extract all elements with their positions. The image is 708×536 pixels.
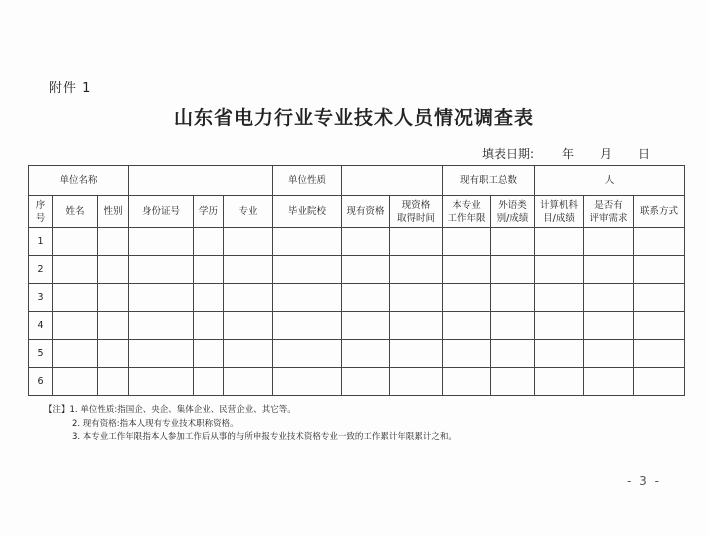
table-cell[interactable] <box>53 256 98 284</box>
table-cell[interactable] <box>342 228 390 256</box>
attachment-label: 附件 1 <box>49 81 92 96</box>
table-cell[interactable] <box>224 228 273 256</box>
table-cell[interactable] <box>53 340 98 368</box>
unit-info-row <box>29 166 685 196</box>
column-header-text: 现有资格 <box>346 206 385 217</box>
table-cell[interactable] <box>194 284 224 312</box>
table-cell[interactable] <box>98 312 129 340</box>
column-header <box>342 196 390 228</box>
notes <box>44 404 457 445</box>
column-header <box>273 196 342 228</box>
table-cell[interactable] <box>342 256 390 284</box>
column-header-text: 计算机科 目/成绩 <box>539 199 578 224</box>
person-unit: 人 <box>604 175 615 186</box>
table-cell[interactable] <box>98 256 129 284</box>
table-cell[interactable] <box>491 340 535 368</box>
row-number: 3 <box>29 284 53 312</box>
column-header <box>443 196 491 228</box>
table-row <box>29 312 685 340</box>
table-cell[interactable] <box>584 256 634 284</box>
table-cell[interactable] <box>535 228 584 256</box>
table-cell[interactable] <box>634 368 685 396</box>
table-cell[interactable] <box>194 368 224 396</box>
table-cell[interactable] <box>584 284 634 312</box>
column-header-text: 外语类 别/成绩 <box>496 199 529 224</box>
table-cell[interactable] <box>390 284 443 312</box>
column-header <box>390 196 443 228</box>
column-header-text: 身份证号 <box>141 206 180 217</box>
column-header-text: 性别 <box>103 206 123 217</box>
table-cell[interactable] <box>273 312 342 340</box>
table-cell[interactable] <box>491 368 535 396</box>
note-item: 1. 单位性质:指国企、央企、集体企业、民营企业、其它等。 <box>69 405 296 415</box>
row-number: 4 <box>29 312 53 340</box>
table-cell[interactable] <box>584 228 634 256</box>
table-cell[interactable] <box>634 228 685 256</box>
column-header <box>491 196 535 228</box>
table-cell[interactable] <box>273 228 342 256</box>
table-cell[interactable] <box>194 340 224 368</box>
column-header-text: 学历 <box>198 206 218 217</box>
column-header-text: 毕业院校 <box>287 206 326 217</box>
table-cell[interactable] <box>634 256 685 284</box>
table-cell[interactable] <box>443 228 491 256</box>
row-number: 6 <box>29 368 53 396</box>
column-header-text: 联系方式 <box>639 206 678 217</box>
row-number: 5 <box>29 340 53 368</box>
table-cell[interactable] <box>53 312 98 340</box>
column-header <box>535 196 584 228</box>
table-row <box>29 340 685 368</box>
table-cell[interactable] <box>443 340 491 368</box>
column-header-text: 姓名 <box>65 206 85 217</box>
table-cell[interactable] <box>129 228 194 256</box>
table-cell[interactable] <box>194 228 224 256</box>
table-cell[interactable] <box>342 312 390 340</box>
table-cell[interactable] <box>53 368 98 396</box>
table-cell[interactable] <box>390 312 443 340</box>
table-cell[interactable] <box>390 228 443 256</box>
table-cell[interactable] <box>443 256 491 284</box>
table-cell[interactable] <box>129 340 194 368</box>
fill-date-day: 日 <box>638 147 651 161</box>
unit-nature-cell[interactable] <box>342 166 443 196</box>
column-header <box>29 196 53 228</box>
table-cell[interactable] <box>129 284 194 312</box>
fill-date-month: 月 <box>600 147 613 161</box>
unit-name-label: 单位名称 <box>29 166 129 196</box>
column-header-text: 是否有 评审需求 <box>589 199 628 224</box>
table-cell[interactable] <box>584 340 634 368</box>
note-item: 3. 本专业工作年限指本人参加工作后从事的与所申报专业技术资格专业一致的工作累计年限累计之和。 <box>72 432 457 442</box>
table-cell[interactable] <box>443 312 491 340</box>
table-cell[interactable] <box>443 368 491 396</box>
table-cell[interactable] <box>224 284 273 312</box>
table-row <box>29 256 685 284</box>
table-cell[interactable] <box>634 284 685 312</box>
table-row <box>29 228 685 256</box>
table-cell[interactable] <box>273 284 342 312</box>
table-cell[interactable] <box>98 368 129 396</box>
table-row <box>29 368 685 396</box>
data-rows <box>29 228 685 396</box>
table-cell[interactable] <box>634 312 685 340</box>
column-header <box>53 196 98 228</box>
header-row <box>29 196 685 228</box>
staff-total-cell[interactable] <box>535 166 685 196</box>
column-header <box>634 196 685 228</box>
table-cell[interactable] <box>443 284 491 312</box>
column-header <box>129 196 194 228</box>
page-title: 山东省电力行业专业技术人员情况调查表 <box>173 107 534 129</box>
table-cell[interactable] <box>491 256 535 284</box>
table-cell[interactable] <box>491 284 535 312</box>
note-item: 2. 现有资格:指本人现有专业技术职称资格。 <box>72 418 239 429</box>
column-header-text: 序 号 <box>35 199 46 224</box>
column-header <box>224 196 273 228</box>
table-cell[interactable] <box>535 340 584 368</box>
unit-nature-label: 单位性质 <box>273 166 342 196</box>
table-cell[interactable] <box>390 256 443 284</box>
table-cell[interactable] <box>98 340 129 368</box>
table-cell[interactable] <box>584 368 634 396</box>
table-cell[interactable] <box>224 340 273 368</box>
table-cell[interactable] <box>535 256 584 284</box>
column-header-text: 本专业 工作年限 <box>447 199 486 224</box>
row-number: 1 <box>29 228 53 256</box>
table-cell[interactable] <box>129 368 194 396</box>
table-cell[interactable] <box>390 368 443 396</box>
page-number: - 3 - <box>627 474 661 488</box>
table-cell[interactable] <box>98 284 129 312</box>
table-cell[interactable] <box>342 368 390 396</box>
table-cell[interactable] <box>273 256 342 284</box>
table-cell[interactable] <box>584 312 634 340</box>
notes-prefix: 【注】 <box>44 405 70 415</box>
fill-date-year: 年 <box>562 147 575 161</box>
fill-date-label: 填表日期: <box>482 147 535 161</box>
table-cell[interactable] <box>98 228 129 256</box>
table-cell[interactable] <box>224 368 273 396</box>
table-cell[interactable] <box>535 284 584 312</box>
table-cell[interactable] <box>224 256 273 284</box>
fill-date-line <box>482 145 650 162</box>
table-cell[interactable] <box>634 340 685 368</box>
staff-total-label: 现有职工总数 <box>443 166 535 196</box>
table-cell[interactable] <box>535 312 584 340</box>
table-cell[interactable] <box>273 340 342 368</box>
row-number: 2 <box>29 256 53 284</box>
table-cell[interactable] <box>491 312 535 340</box>
table-cell[interactable] <box>342 284 390 312</box>
survey-table <box>28 165 685 396</box>
table-cell[interactable] <box>535 368 584 396</box>
table-cell[interactable] <box>491 228 535 256</box>
column-header-text: 专业 <box>238 206 258 217</box>
table-cell[interactable] <box>129 312 194 340</box>
column-header <box>194 196 224 228</box>
table-cell[interactable] <box>194 312 224 340</box>
table-cell[interactable] <box>129 256 194 284</box>
table-cell[interactable] <box>53 284 98 312</box>
table-cell[interactable] <box>194 256 224 284</box>
column-header-text: 现资格 取得时间 <box>396 199 435 224</box>
table-cell[interactable] <box>224 312 273 340</box>
table-cell[interactable] <box>342 340 390 368</box>
table-row <box>29 284 685 312</box>
table-cell[interactable] <box>273 368 342 396</box>
table-cell[interactable] <box>53 228 98 256</box>
column-header <box>584 196 634 228</box>
unit-name-cell[interactable] <box>129 166 273 196</box>
column-header <box>98 196 129 228</box>
table-cell[interactable] <box>390 340 443 368</box>
